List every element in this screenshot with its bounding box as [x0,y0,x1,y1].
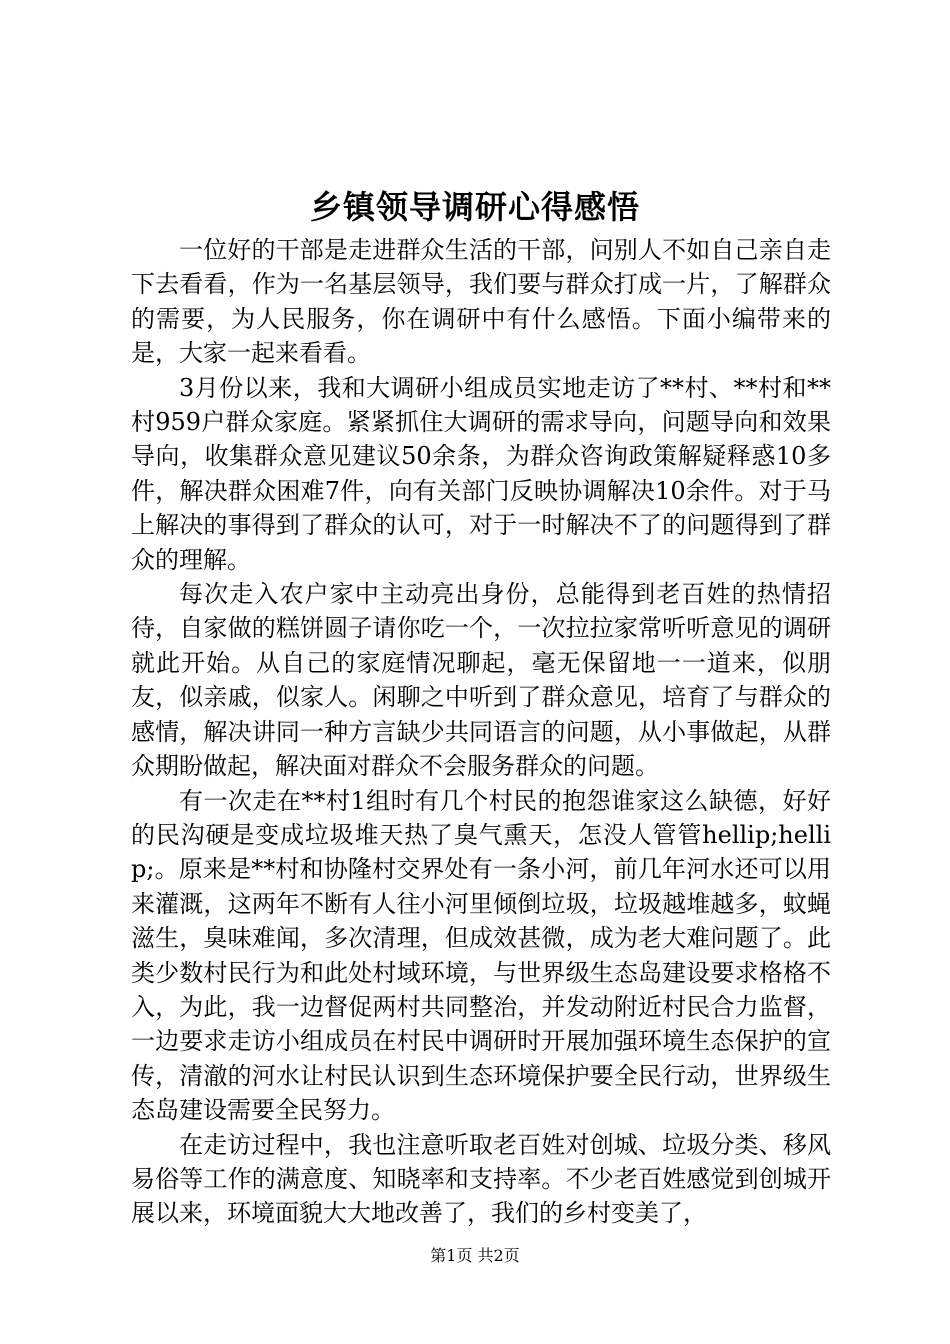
paragraph: 每次走入农户家中主动亮出身份，总能得到老百姓的热情招待，自家做的糕饼圆子请你吃一个，一次拉拉家常听听意见的调研就此开始。从自己的家庭情况聊起，毫无保留地一一道来，似朋友，似亲戚，似家人。闲聊之中听到了群众意见，培育了与群众的感情，解决讲同一种方言缺少共同语言的问题，从小事做起，从群众期盼做起，解决面对群众不会服务群众的问题。 [131,580,831,781]
paragraph: 3月份以来，我和大调研小组成员实地走访了**村、**村和**村959户群众家庭。紧紧抓住大调研的需求导向，问题导向和效果导向，收集群众意见建议50余条，为群众咨询政策解疑释惑10多件，解决群众困难7件，向有关部门反映协调解决10余件。对于马上解决的事得到了群众的认可，对于一时解决不了的问题得到了群众的理解。 [131,373,831,574]
paragraph: 在走访过程中，我也注意听取老百姓对创城、垃圾分类、移风易俗等工作的满意度、知晓率和支持率。不少老百姓感觉到创城开展以来，环境面貌大大地改善了，我们的乡村变美了， [131,1130,831,1228]
document-body [131,233,831,1231]
page-number-footer: 第1页 共2页 [430,1246,520,1265]
document-title: 乡镇领导调研心得感悟 [309,188,640,226]
paragraph: 有一次走在**村1组时有几个村民的抱怨谁家这么缺德，好好的民沟硬是变成垃圾堆天热了臭气熏天，怎没人管管hellip;hellip;。原来是**村和协隆村交界处有一条小河，前几年河水还可以用来灌溉，这两年不断有人往小河里倾倒垃圾，垃圾越堆越多，蚊蝇滋生，臭味难闻，多次清理，但成效甚微，成为老大难问题了。此类少数村民行为和此处村域环境，与世界级生态岛建设要求格格不入，为此，我一边督促两村共同整治，并发动附近村民合力监督，一边要求走访小组成员在村民中调研时开展加强环境生态保护的宣传，清澈的河水让村民认识到生态环境保护要全民行动，世界级生态岛建设需要全民努力。 [131,786,831,1125]
paragraph: 一位好的干部是走进群众生活的干部，问别人不如自己亲自走下去看看，作为一名基层领导，我们要与群众打成一片，了解群众的需要，为人民服务，你在调研中有什么感悟。下面小编带来的是，大家一起来看看。 [131,236,831,368]
